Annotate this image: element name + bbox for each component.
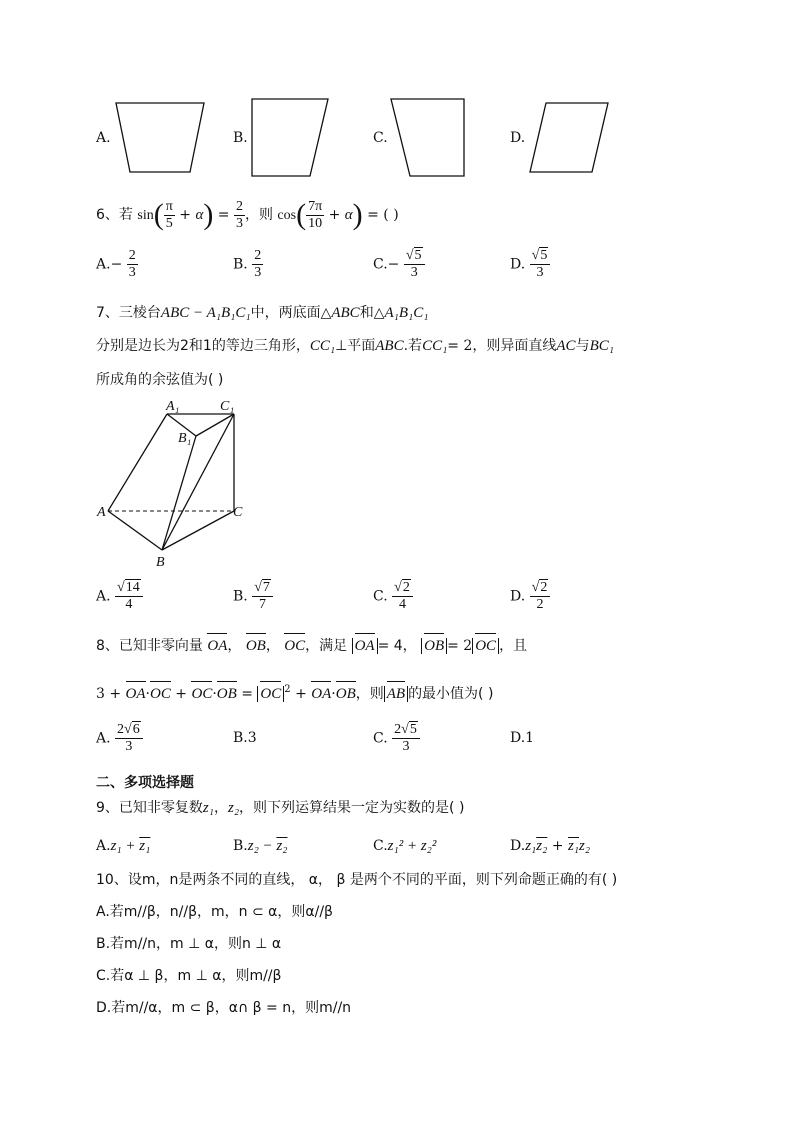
q8-option-c[interactable]: C. $\frac{2√5}{3}$ xyxy=(373,722,420,755)
q10-option-a[interactable]: A.若m//β，n//β，m，n ⊂ α，则α//β xyxy=(96,904,333,920)
vector-arrow-mark xyxy=(246,633,266,637)
vec-ob: OB xyxy=(246,636,266,656)
q8-line1: 8、已知非零向量 OA ， OB ， OC ，满足 OA = 4， OB = 2 OC ，且 xyxy=(96,636,527,656)
q7-option-a[interactable]: A. $\frac{√14}{4}$ xyxy=(96,580,143,613)
vector-arrow-mark xyxy=(191,681,212,685)
vector-arrow-mark xyxy=(387,681,405,685)
vector-arrow-mark xyxy=(336,681,356,685)
label-a: A xyxy=(97,505,106,520)
q8-option-a[interactable]: A. $\frac{2√6}{3}$ xyxy=(96,722,143,755)
q6-option-d[interactable]: D. $\frac{√5}{3}$ xyxy=(510,248,550,281)
q7-option-b[interactable]: B. $\frac{√7}{7}$ xyxy=(233,580,273,613)
vector-arrow-mark xyxy=(207,633,227,637)
vector-arrow-mark xyxy=(284,633,305,637)
vec-oc: OC xyxy=(284,636,305,656)
vector-arrow-mark xyxy=(424,633,444,637)
q5-option-c-label: C. xyxy=(373,130,388,146)
section-multiple-choice-heading: 二、多项选择题 xyxy=(96,775,194,791)
vector-arrow-mark xyxy=(150,681,171,685)
q10-option-c[interactable]: C.若α ⊥ β，m ⊥ α，则m//β xyxy=(96,968,282,984)
q5-option-a[interactable] xyxy=(96,130,111,146)
q6-option-c[interactable]: C.− $\frac{√5}{3}$ xyxy=(373,248,425,281)
q8-option-d[interactable]: D.1 xyxy=(510,730,535,746)
q6-option-a[interactable]: A.− $\frac{2}{3}$ xyxy=(96,248,136,280)
q7-line2: 分别是边长为2和1的等边三角形，CC₁⊥平面ABC.若CC₁= 2，则异面直线AC与BC₁ xyxy=(96,338,614,354)
q7-frustum-figure xyxy=(92,396,252,570)
q5-option-a-label: A. xyxy=(96,130,111,146)
q8-option-b[interactable]: B.3 xyxy=(233,730,257,746)
label-c1: C₁ xyxy=(220,399,235,414)
q6-frac-2-3: $\frac{2}{3}$ xyxy=(235,198,243,231)
q6-cos: cos xyxy=(277,208,297,223)
q6-sin: sin xyxy=(137,208,154,223)
q5-option-d-label: D. xyxy=(510,130,526,146)
vector-arrow-mark xyxy=(217,681,237,685)
q9-option-c[interactable]: C.z₁² + z₂² xyxy=(373,838,437,854)
q10-option-b[interactable]: B.若m//n，m ⊥ α，则n ⊥ α xyxy=(96,936,282,952)
q7-line1: 7、三棱台ABC − A₁B₁C₁中，两底面△ABC和△A₁B₁C₁ xyxy=(96,305,429,321)
q8-line2: 3 + OA ·OC + OC ·OB = OC $^2$ + OA ·OB ，则 AB 的最小值为( ) xyxy=(96,680,493,704)
label-b1: B₁ xyxy=(178,431,192,446)
vector-arrow-mark xyxy=(311,681,331,685)
q7-line3: 所成角的余弦值为( ) xyxy=(96,372,224,388)
vector-arrow-mark xyxy=(475,633,496,637)
vector-arrow-mark xyxy=(355,633,375,637)
q10-stem: 10、设m，n是两条不同的直线， α， β 是两个不同的平面，则下列命题正确的有( ) xyxy=(96,872,618,888)
label-c: C xyxy=(233,505,243,520)
q9-stem: 9、已知非零复数z₁，z₂，则下列运算结果一定为实数的是( ) xyxy=(96,800,465,816)
q7-option-d[interactable]: D. $\frac{√2}{2}$ xyxy=(510,580,550,613)
q6-number: 6、若 xyxy=(96,207,133,223)
q7-option-c[interactable]: C. $\frac{√2}{4}$ xyxy=(373,580,413,613)
q9-option-b[interactable]: B.z₂ − z₂ xyxy=(233,838,288,854)
q5-shape-a xyxy=(110,100,210,176)
label-b: B xyxy=(156,555,165,570)
q10-option-d[interactable]: D.若m//α，m ⊂ β，α∩ β = n，则m//n xyxy=(96,1000,352,1016)
q6-stem: 6、若 sin( $\frac{\pi}{5}$ + α) = $\frac{2}{3}$ ，则 cos( $\frac{7\pi}{10}$ + α) = ( ) xyxy=(96,198,399,231)
q5-option-c[interactable] xyxy=(373,130,388,146)
q6-option-b[interactable]: B. $\frac{2}{3}$ xyxy=(233,248,262,280)
q5-option-d[interactable] xyxy=(510,130,525,146)
q9-option-a[interactable]: A.z₁ + z₁ xyxy=(96,838,151,854)
label-a1: A₁ xyxy=(166,399,180,414)
vector-arrow-mark xyxy=(126,681,146,685)
vec-oa: OA xyxy=(207,636,227,656)
q5-shape-b xyxy=(246,96,332,180)
q5-shape-d xyxy=(526,100,612,176)
q5-shape-c xyxy=(388,96,470,180)
q6-frac-7pi-10: $\frac{7\pi}{10}$ xyxy=(308,198,323,231)
q5-option-b-label: B. xyxy=(233,130,248,146)
q6-frac-pi-5: $\frac{\pi}{5}$ xyxy=(165,198,173,231)
q9-option-d[interactable]: D.z₁z₂ + z₁z₂ xyxy=(510,838,591,854)
vector-arrow-mark xyxy=(260,681,281,685)
